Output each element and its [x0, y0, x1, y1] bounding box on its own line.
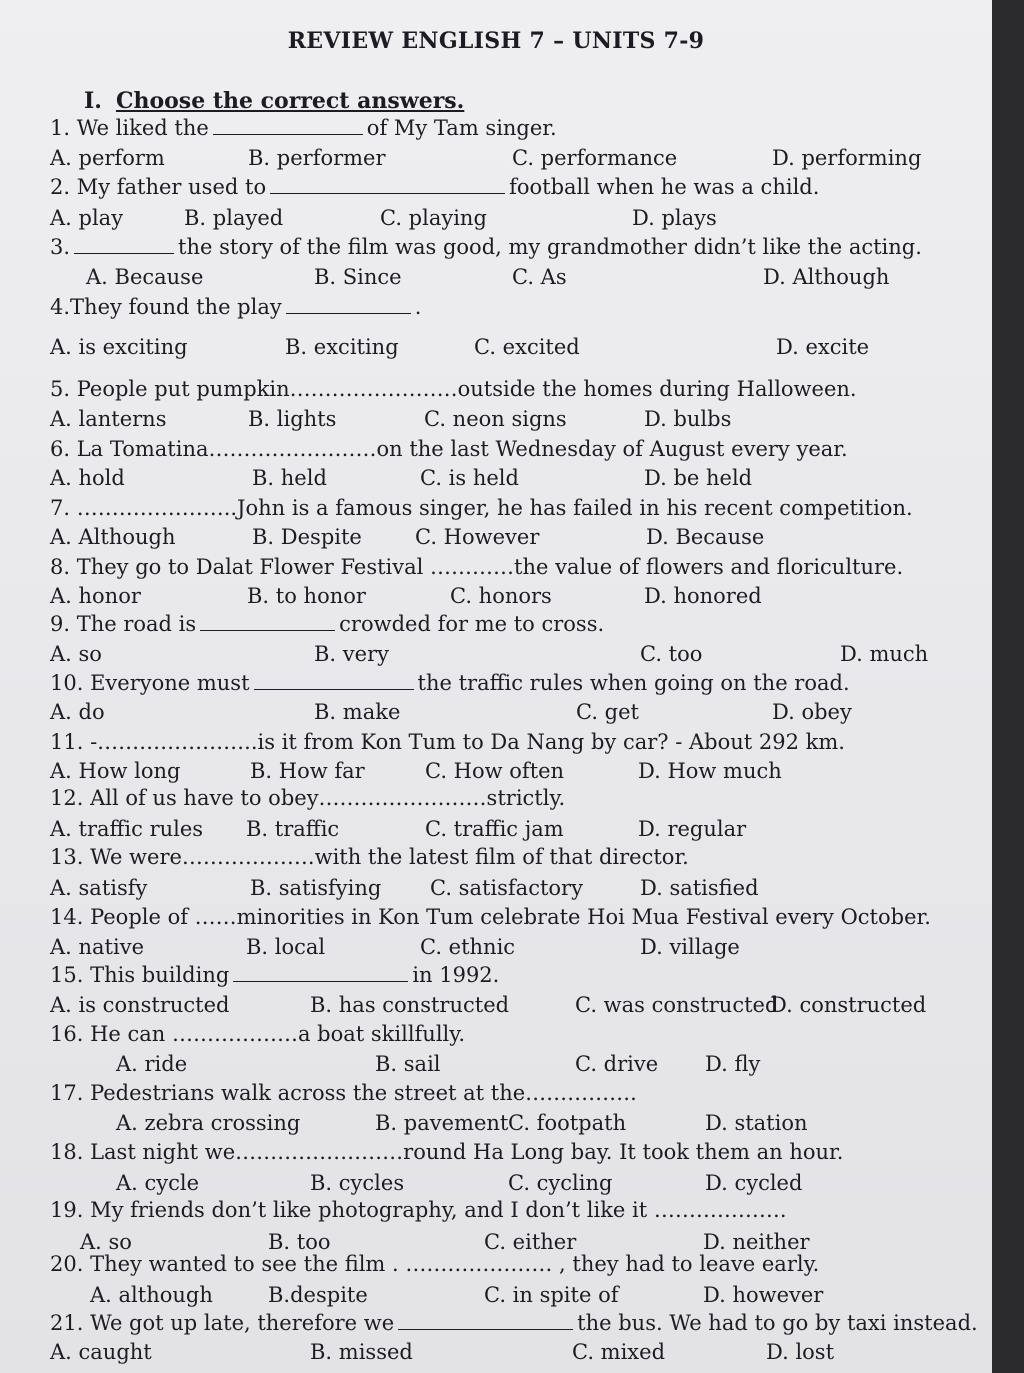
- option-b[interactable]: B. satisfying: [250, 876, 382, 900]
- option-b[interactable]: B. exciting: [285, 335, 399, 359]
- option-a[interactable]: A. is exciting: [50, 335, 188, 359]
- option-c[interactable]: C. too: [640, 642, 703, 666]
- question-text: 8. They go to Dalat Flower Festival …………the value of flowers and floriculture.: [50, 555, 904, 579]
- question-text-continued: of My Tam singer.: [366, 116, 557, 140]
- question-5: [50, 377, 950, 401]
- option-c[interactable]: C. satisfactory: [430, 876, 583, 900]
- question-6: [50, 437, 950, 461]
- option-b[interactable]: B. Since: [314, 265, 402, 289]
- option-b[interactable]: B. has constructed: [310, 993, 510, 1017]
- question-text-continued: in 1992.: [412, 963, 500, 987]
- option-c[interactable]: C. ethnic: [420, 935, 516, 959]
- answer-options: [0, 206, 990, 236]
- option-b[interactable]: B.despite: [268, 1283, 368, 1307]
- question-20: [50, 1252, 950, 1276]
- question-text: 3.: [50, 235, 71, 259]
- question-3: [50, 235, 950, 259]
- option-b[interactable]: B. lights: [248, 407, 337, 431]
- answer-options: [0, 817, 990, 847]
- option-c[interactable]: C. either: [484, 1230, 577, 1254]
- question-text-continued: crowded for me to cross.: [339, 612, 605, 636]
- option-a[interactable]: A. cycle: [116, 1171, 200, 1195]
- option-b[interactable]: B. sail: [375, 1052, 441, 1076]
- question-text: 4.They found the play: [50, 295, 282, 319]
- question-text-continued: the bus. We had to go by taxi instead.: [577, 1311, 978, 1335]
- option-a[interactable]: A. honor: [50, 584, 141, 608]
- option-d[interactable]: D. village: [640, 935, 740, 959]
- option-a[interactable]: A. Although: [50, 525, 176, 549]
- option-a[interactable]: A. is constructed: [50, 993, 230, 1017]
- option-d[interactable]: D. be held: [644, 466, 753, 490]
- question-text: 11. -…………………..is it from Kon Tum to Da Nang by car? - About 292 km.: [50, 730, 845, 754]
- question-12: [50, 786, 950, 810]
- option-c[interactable]: C. get: [576, 700, 639, 724]
- option-c[interactable]: C. As: [512, 265, 567, 289]
- answer-options: [0, 335, 990, 365]
- answer-blank[interactable]: [254, 671, 414, 690]
- question-text: 16. He can ………………a boat skillfully.: [50, 1022, 466, 1046]
- option-b[interactable]: B. held: [252, 466, 327, 490]
- answer-options: [0, 1171, 990, 1201]
- page-title: REVIEW ENGLISH 7 – UNITS 7-9: [287, 28, 705, 54]
- answer-blank[interactable]: [213, 116, 363, 135]
- option-a[interactable]: A. play: [50, 206, 124, 230]
- question-10: [50, 671, 950, 695]
- question-text-continued: the traffic rules when going on the road.: [417, 671, 850, 695]
- option-d[interactable]: D. lost: [766, 1340, 835, 1364]
- question-text: 20. They wanted to see the film . ………………… , they had to leave early.: [50, 1252, 820, 1276]
- option-b[interactable]: B. to honor: [247, 584, 366, 608]
- question-17: [50, 1081, 950, 1105]
- section-instruction: Choose the correct answers.: [115, 88, 465, 114]
- option-c[interactable]: C. performance: [512, 146, 678, 170]
- question-text: 17. Pedestrians walk across the street at the…………….: [50, 1081, 637, 1105]
- answer-blank[interactable]: [398, 1311, 573, 1330]
- section-heading: [84, 88, 464, 114]
- option-b[interactable]: B. too: [268, 1230, 331, 1254]
- option-d[interactable]: D. How much: [638, 759, 782, 783]
- answer-blank[interactable]: [233, 963, 408, 982]
- option-a[interactable]: A. so: [80, 1230, 132, 1254]
- answer-options: [0, 407, 990, 437]
- option-c[interactable]: C. drive: [575, 1052, 659, 1076]
- question-11: [50, 730, 950, 754]
- option-a[interactable]: A. perform: [50, 146, 165, 170]
- option-d[interactable]: D. much: [840, 642, 929, 666]
- answer-options: [0, 146, 990, 176]
- answer-blank[interactable]: [270, 175, 505, 194]
- option-d[interactable]: D. station: [705, 1111, 808, 1135]
- option-a[interactable]: A. traffic rules: [50, 817, 204, 841]
- option-a[interactable]: A. lanterns: [50, 407, 167, 431]
- question-2: [50, 175, 950, 199]
- option-d[interactable]: D. performing: [772, 146, 922, 170]
- option-a[interactable]: A. although: [90, 1283, 213, 1307]
- option-a[interactable]: A. How long: [50, 759, 181, 783]
- answer-options: [0, 466, 990, 496]
- question-text: 19. My friends don’t like photography, and I don’t like it ……………….: [50, 1198, 787, 1222]
- question-text: 6. La Tomatina……………………on the last Wednesday of August every year.: [50, 437, 848, 461]
- option-b[interactable]: B. traffic: [246, 817, 340, 841]
- option-b[interactable]: B. very: [314, 642, 389, 666]
- answer-options: [0, 584, 990, 614]
- question-text: 5. People put pumpkin……………………outside the homes during Halloween.: [50, 377, 857, 401]
- question-21: [50, 1311, 978, 1335]
- option-b[interactable]: B. cycles: [310, 1171, 405, 1195]
- option-c[interactable]: C. footpath: [508, 1111, 627, 1135]
- question-16: [50, 1022, 950, 1046]
- answer-options: [0, 993, 990, 1023]
- answer-options: [0, 1340, 990, 1370]
- question-text: 7. …………………..John is a famous singer, he has failed in his recent competition.: [50, 496, 913, 520]
- option-c[interactable]: C. However: [415, 525, 540, 549]
- question-text-continued: football when he was a child.: [509, 175, 820, 199]
- option-c[interactable]: C. was constructed: [575, 993, 779, 1017]
- option-d[interactable]: D. cycled: [705, 1171, 803, 1195]
- answer-options: [0, 525, 990, 555]
- question-text: 14. People of ……minorities in Kon Tum celebrate Hoi Mua Festival every October.: [50, 905, 931, 929]
- question-text: 9. The road is: [50, 612, 197, 636]
- question-7: [50, 496, 950, 520]
- answer-options: [0, 642, 990, 672]
- option-d[interactable]: D. regular: [638, 817, 747, 841]
- answer-options: [0, 876, 990, 906]
- option-b[interactable]: B. Despite: [252, 525, 362, 549]
- option-a[interactable]: A. do: [50, 700, 105, 724]
- option-c[interactable]: C. playing: [380, 206, 487, 230]
- option-a[interactable]: A. zebra crossing: [116, 1111, 301, 1135]
- answer-options: [0, 1111, 990, 1141]
- option-c[interactable]: C. is held: [420, 466, 519, 490]
- question-15: [50, 963, 950, 987]
- option-b[interactable]: B. pavement: [375, 1111, 509, 1135]
- option-c[interactable]: C. cycling: [508, 1171, 613, 1195]
- question-text: 12. All of us have to obey……………………strictly.: [50, 786, 566, 810]
- option-b[interactable]: B. How far: [250, 759, 365, 783]
- answer-options: [0, 1283, 990, 1313]
- question-4: [50, 295, 950, 319]
- option-d[interactable]: D. excite: [776, 335, 870, 359]
- option-b[interactable]: B. played: [184, 206, 284, 230]
- question-9: [50, 612, 950, 636]
- question-13: [50, 845, 950, 869]
- option-d[interactable]: D. Although: [763, 265, 890, 289]
- option-a[interactable]: A. native: [50, 935, 145, 959]
- option-d[interactable]: D. Because: [646, 525, 765, 549]
- option-a[interactable]: A. Because: [86, 265, 204, 289]
- question-text: 10. Everyone must: [50, 671, 250, 695]
- option-d[interactable]: D. plays: [632, 206, 717, 230]
- question-14: [50, 905, 950, 929]
- question-text-continued: .: [414, 295, 422, 319]
- answer-options: [0, 935, 990, 965]
- option-a[interactable]: A. hold: [50, 466, 125, 490]
- option-c[interactable]: C. honors: [450, 584, 552, 608]
- option-a[interactable]: A. so: [50, 642, 102, 666]
- answer-options: [0, 1052, 990, 1082]
- option-d[interactable]: D. constructed: [770, 993, 927, 1017]
- option-a[interactable]: A. ride: [116, 1052, 188, 1076]
- section-number: I.: [84, 88, 102, 114]
- option-a[interactable]: A. satisfy: [50, 876, 148, 900]
- question-8: [50, 555, 950, 579]
- option-c[interactable]: C. excited: [474, 335, 580, 359]
- option-d[interactable]: D. however: [703, 1283, 824, 1307]
- option-c[interactable]: C. How often: [425, 759, 565, 783]
- question-text: 15. This building: [50, 963, 230, 987]
- option-d[interactable]: D. fly: [705, 1052, 761, 1076]
- answer-options: [0, 700, 990, 730]
- option-c[interactable]: C. traffic jam: [425, 817, 564, 841]
- option-d[interactable]: D. honored: [644, 584, 762, 608]
- question-19: [50, 1198, 950, 1222]
- answer-options: [0, 265, 990, 295]
- option-b[interactable]: B. local: [246, 935, 326, 959]
- question-text: 1. We liked the: [50, 116, 209, 140]
- option-b[interactable]: B. missed: [310, 1340, 413, 1364]
- option-b[interactable]: B. make: [314, 700, 401, 724]
- option-d[interactable]: D. obey: [772, 700, 852, 724]
- question-text-continued: the story of the film was good, my grandmother didn’t like the acting.: [178, 235, 922, 259]
- answer-blank[interactable]: [286, 295, 411, 314]
- option-b[interactable]: B. performer: [248, 146, 386, 170]
- option-c[interactable]: C. mixed: [572, 1340, 666, 1364]
- option-d[interactable]: D. bulbs: [644, 407, 732, 431]
- question-text: 2. My father used to: [50, 175, 267, 199]
- option-c[interactable]: C. neon signs: [424, 407, 567, 431]
- answer-options: [0, 759, 990, 789]
- question-text: 13. We were……………….with the latest film of that director.: [50, 845, 689, 869]
- option-d[interactable]: D. neither: [703, 1230, 810, 1254]
- question-18: [50, 1140, 950, 1164]
- answer-blank[interactable]: [200, 612, 335, 631]
- question-text: 21. We got up late, therefore we: [50, 1311, 395, 1335]
- question-1: [50, 116, 950, 140]
- option-d[interactable]: D. satisfied: [640, 876, 759, 900]
- question-text: 18. Last night we……………………round Ha Long bay. It took them an hour.: [50, 1140, 844, 1164]
- option-c[interactable]: C. in spite of: [484, 1283, 619, 1307]
- option-a[interactable]: A. caught: [50, 1340, 152, 1364]
- answer-blank[interactable]: [74, 235, 174, 254]
